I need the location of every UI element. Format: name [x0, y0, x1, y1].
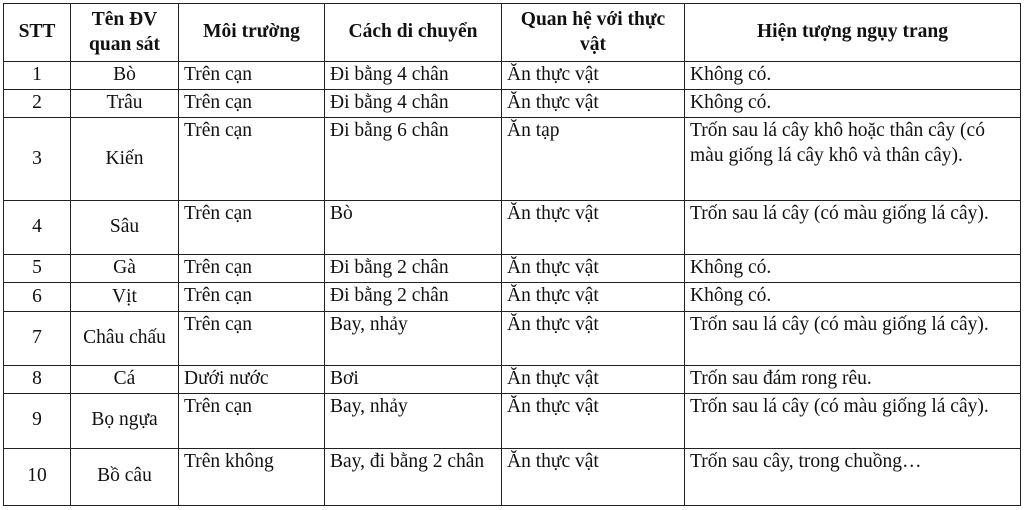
cell-environment: Trên cạn: [179, 311, 325, 365]
cell-environment: Dưới nước: [179, 366, 325, 394]
table-row: [4, 311, 1021, 365]
cell-animal-name: Gà: [71, 255, 179, 283]
cell-camouflage: Không có.: [685, 283, 1021, 311]
cell-movement: Bay, đi bằng 2 chân: [325, 448, 502, 505]
cell-animal-name: Bồ câu: [71, 448, 179, 505]
cell-environment: Trên cạn: [179, 118, 325, 201]
table-row: [4, 90, 1021, 118]
cell-camouflage: Không có.: [685, 62, 1021, 90]
cell-stt: 1: [4, 62, 71, 90]
cell-movement: Bay, nhảy: [325, 394, 502, 448]
header-environment: Môi trường: [179, 4, 325, 62]
cell-stt: 6: [4, 283, 71, 311]
table-row: [4, 366, 1021, 394]
cell-movement: Đi bằng 2 chân: [325, 255, 502, 283]
cell-environment: Trên cạn: [179, 90, 325, 118]
table-row: [4, 283, 1021, 311]
header-plant-relation: Quan hệ với thực vật: [502, 4, 685, 62]
cell-animal-name: Trâu: [71, 90, 179, 118]
cell-animal-name: Bọ ngựa: [71, 394, 179, 448]
table-row: [4, 200, 1021, 254]
cell-stt: 5: [4, 255, 71, 283]
header-animal-name: Tên ĐV quan sát: [71, 4, 179, 62]
animal-observation-table: [3, 3, 1021, 506]
cell-environment: Trên cạn: [179, 283, 325, 311]
cell-environment: Trên cạn: [179, 394, 325, 448]
cell-plant-relation: Ăn thực vật: [502, 311, 685, 365]
cell-movement: Bay, nhảy: [325, 311, 502, 365]
cell-animal-name: Cá: [71, 366, 179, 394]
cell-movement: Bò: [325, 200, 502, 254]
cell-stt: 4: [4, 200, 71, 254]
cell-plant-relation: Ăn thực vật: [502, 62, 685, 90]
table-row: [4, 394, 1021, 448]
cell-animal-name: Vịt: [71, 283, 179, 311]
cell-plant-relation: Ăn thực vật: [502, 255, 685, 283]
cell-environment: Trên cạn: [179, 62, 325, 90]
cell-movement: Đi bằng 6 chân: [325, 118, 502, 201]
cell-stt: 10: [4, 448, 71, 505]
cell-camouflage: Không có.: [685, 255, 1021, 283]
cell-plant-relation: Ăn tạp: [502, 118, 685, 201]
cell-movement: Đi bằng 2 chân: [325, 283, 502, 311]
cell-stt: 8: [4, 366, 71, 394]
cell-plant-relation: Ăn thực vật: [502, 366, 685, 394]
table-row: [4, 448, 1021, 505]
table-body: [4, 62, 1021, 506]
header-stt: STT: [4, 4, 71, 62]
cell-plant-relation: Ăn thực vật: [502, 394, 685, 448]
cell-animal-name: Kiến: [71, 118, 179, 201]
cell-plant-relation: Ăn thực vật: [502, 283, 685, 311]
cell-camouflage: Không có.: [685, 90, 1021, 118]
cell-plant-relation: Ăn thực vật: [502, 90, 685, 118]
cell-movement: Đi bằng 4 chân: [325, 90, 502, 118]
table-row: [4, 118, 1021, 201]
cell-stt: 7: [4, 311, 71, 365]
cell-camouflage: Trốn sau lá cây (có màu giống lá cây).: [685, 311, 1021, 365]
cell-animal-name: Bò: [71, 62, 179, 90]
cell-camouflage: Trốn sau cây, trong chuồng…: [685, 448, 1021, 505]
cell-movement: Bơi: [325, 366, 502, 394]
header-movement: Cách di chuyển: [325, 4, 502, 62]
cell-camouflage: Trốn sau lá cây (có màu giống lá cây).: [685, 200, 1021, 254]
table-row: [4, 62, 1021, 90]
cell-stt: 3: [4, 118, 71, 201]
cell-camouflage: Trốn sau lá cây khô hoặc thân cây (có màu giống lá cây khô và thân cây).: [685, 118, 1021, 201]
cell-environment: Trên cạn: [179, 255, 325, 283]
table-row: [4, 255, 1021, 283]
cell-camouflage: Trốn sau lá cây (có màu giống lá cây).: [685, 394, 1021, 448]
cell-plant-relation: Ăn thực vật: [502, 448, 685, 505]
header-camouflage: Hiện tượng ngụy trang: [685, 4, 1021, 62]
cell-animal-name: Châu chấu: [71, 311, 179, 365]
cell-environment: Trên không: [179, 448, 325, 505]
cell-stt: 2: [4, 90, 71, 118]
cell-movement: Đi bằng 4 chân: [325, 62, 502, 90]
cell-environment: Trên cạn: [179, 200, 325, 254]
header-row: [4, 4, 1021, 62]
cell-camouflage: Trốn sau đám rong rêu.: [685, 366, 1021, 394]
cell-animal-name: Sâu: [71, 200, 179, 254]
cell-stt: 9: [4, 394, 71, 448]
cell-plant-relation: Ăn thực vật: [502, 200, 685, 254]
